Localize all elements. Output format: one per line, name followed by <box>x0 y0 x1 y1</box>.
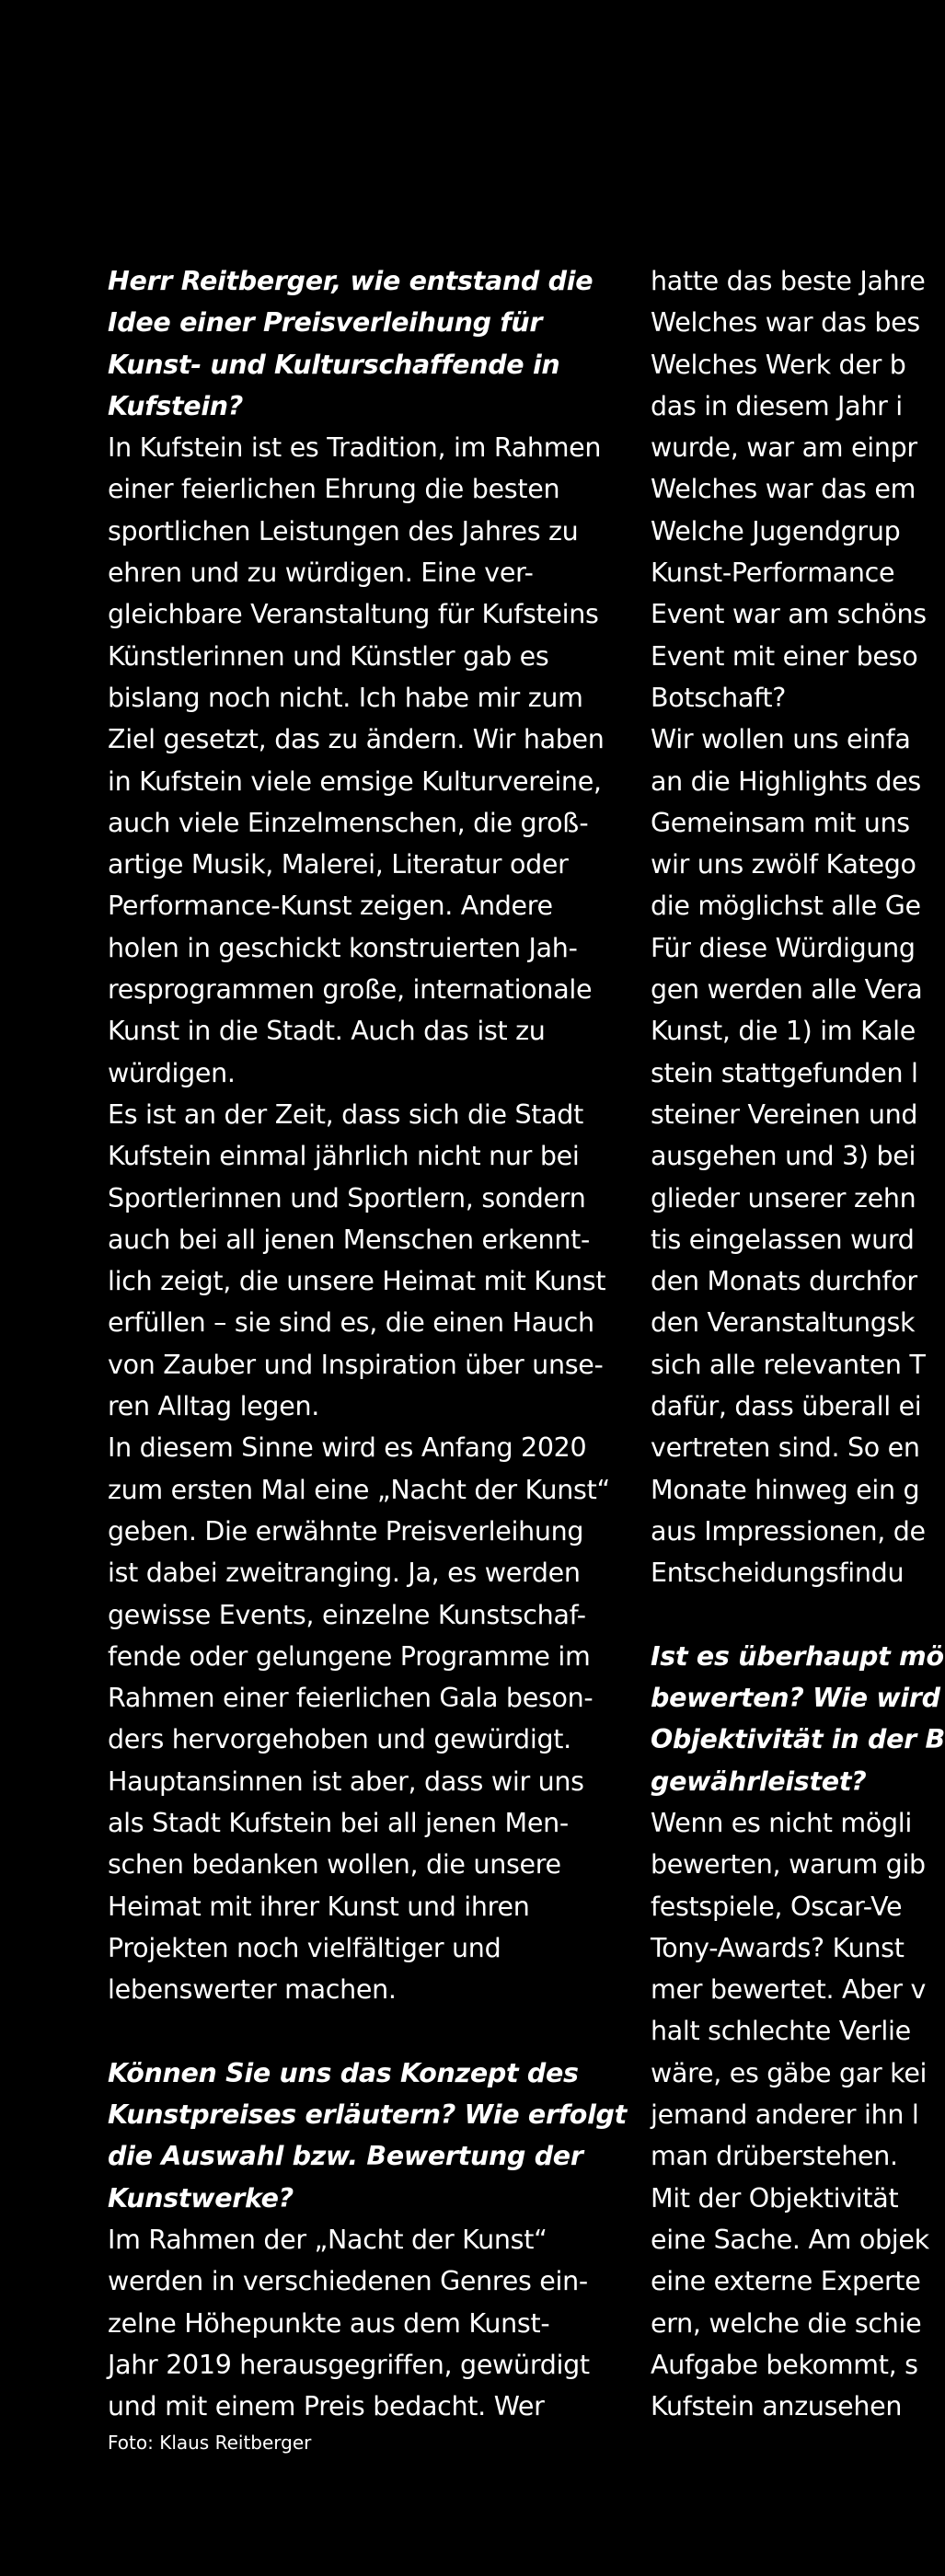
answer-line: und mit einem Preis bedacht. Wer <box>108 2391 545 2422</box>
answer-line: Tony-Awards? Kunst <box>651 1932 905 1963</box>
answer-line: hatte das beste Jahre <box>651 266 926 296</box>
answer-line: Projekten noch vielfältiger und <box>108 1932 501 1963</box>
answer-line: aus Impressionen, de <box>651 1515 926 1547</box>
answer-line: wäre, es gäbe gar kei <box>651 2057 928 2088</box>
answer-line: sportlichen Leistungen des Jahres zu <box>108 515 579 546</box>
answer-line: Welches Werk der b <box>651 349 906 380</box>
answer-line: Kunst-Performance <box>651 558 895 589</box>
answer-line: Welche Jugendgrup <box>651 515 901 546</box>
answer-line: resprogrammen große, internationale <box>108 974 593 1006</box>
answer-line: bewerten, warum gib <box>651 1849 926 1880</box>
answer-line: den Veranstaltungsk <box>651 1307 916 1339</box>
answer-line: Wir wollen uns einfa <box>651 724 911 755</box>
answer-line: Kufstein anzusehen <box>651 2391 903 2422</box>
answer-line: den Monats durchfor <box>651 1266 917 1297</box>
answer-line: schen bedanken wollen, die unsere <box>108 1849 561 1880</box>
answer-line: glieder unserer zehn <box>651 1182 916 1213</box>
answer-line: gleichbare Veranstaltung für Kufsteins <box>108 599 599 630</box>
answer-line: ren Alltag legen. <box>108 1391 319 1422</box>
answer-line: man drüberstehen. <box>651 2141 898 2172</box>
paragraph-gap <box>108 2010 618 2052</box>
answer-line: Sportlerinnen und Sportlern, sondern <box>108 1182 586 1213</box>
answer-line: Event mit einer beso <box>651 640 918 672</box>
answer-line: Welches war das em <box>651 474 916 505</box>
question-line: Kunst- und Kulturschaffende in <box>108 349 560 380</box>
answer-line: ders hervorgehoben und gewürdigt. <box>108 1724 571 1755</box>
answer-line: gen werden alle Vera <box>651 974 923 1006</box>
answer-line: festspiele, Oscar-Ve <box>651 1891 903 1922</box>
article-column-right <box>651 260 945 2427</box>
answer-line: eine externe Experte <box>651 2266 921 2297</box>
answer-line: Es ist an der Zeit, dass sich die Stadt <box>108 1098 583 1130</box>
answer-line: wir uns zwölf Katego <box>651 849 916 880</box>
question-line: die Auswahl bzw. Bewertung der <box>108 2141 583 2172</box>
answer-line: Kunst in die Stadt. Auch das ist zu <box>108 1016 546 1047</box>
answer-line: Performance-Kunst zeigen. Andere <box>108 891 553 922</box>
answer-line: werden in verschiedenen Genres ein- <box>108 2266 588 2297</box>
answer-line: Mit der Objektivität <box>651 2182 899 2214</box>
answer-line: Kufstein einmal jährlich nicht nur bei <box>108 1141 580 1172</box>
answer-line: Ziel gesetzt, das zu ändern. Wir haben <box>108 724 605 755</box>
answer-line: würdigen. <box>108 1057 236 1088</box>
question-line: Herr Reitberger, wie entstand die <box>108 266 594 296</box>
question-line: Idee einer Preisverleihung für <box>108 307 543 339</box>
answer-line: ist dabei zweitranging. Ja, es werden <box>108 1558 581 1589</box>
answer-line: halt schlechte Verlie <box>651 2016 911 2047</box>
answer-line: Aufgabe bekommt, s <box>651 2349 918 2380</box>
photo-credit: Foto: Klaus Reitberger <box>108 2432 312 2454</box>
answer-line: Welches war das bes <box>651 307 920 339</box>
answer-line: zum ersten Mal eine „Nacht der Kunst“ <box>108 1474 610 1505</box>
answer-line: als Stadt Kufstein bei all jenen Men- <box>108 1807 569 1838</box>
answer-line: Jahr 2019 herausgegriffen, gewürdigt <box>108 2349 590 2380</box>
answer-line: lich zeigt, die unsere Heimat mit Kunst <box>108 1266 606 1297</box>
question-line: Kufstein? <box>108 390 244 421</box>
answer-line: an die Highlights des <box>651 765 921 797</box>
answer-line: einer feierlichen Ehrung die besten <box>108 474 560 505</box>
answer-line: lebenswerter machen. <box>108 1974 397 2006</box>
answer-line: ehren und zu würdigen. Eine ver- <box>108 558 534 589</box>
answer-line: geben. Die erwähnte Preisverleihung <box>108 1515 584 1547</box>
answer-line: wurde, war am einpr <box>651 432 917 464</box>
answer-line: Entscheidungsfindu <box>651 1558 905 1589</box>
answer-line: In diesem Sinne wird es Anfang 2020 <box>108 1432 587 1464</box>
answer-line: eine Sache. Am objek <box>651 2224 929 2255</box>
answer-line: Künstlerinnen und Künstler gab es <box>108 640 549 672</box>
answer-line: jemand anderer ihn l <box>651 2099 919 2131</box>
answer-line: auch viele Einzelmenschen, die groß- <box>108 807 589 838</box>
answer-line: stein stattgefunden l <box>651 1057 918 1088</box>
question-line: bewerten? Wie wird <box>651 1683 940 1714</box>
answer-line: In Kufstein ist es Tradition, im Rahmen <box>108 432 602 464</box>
question-line: Objektivität in der B <box>651 1724 945 1755</box>
answer-line: ausgehen und 3) bei <box>651 1141 916 1172</box>
answer-line: Event war am schöns <box>651 599 927 630</box>
answer-line: Gemeinsam mit uns <box>651 807 910 838</box>
answer-line: vertreten sind. So en <box>651 1432 920 1464</box>
question-line: Kunstwerke? <box>108 2182 294 2214</box>
answer-line: fende oder gelungene Programme im <box>108 1640 591 1672</box>
answer-line: mer bewertet. Aber v <box>651 1974 927 2006</box>
answer-line: auch bei all jenen Menschen erkennt- <box>108 1224 590 1255</box>
answer-line: holen in geschickt konstruierten Jah- <box>108 932 578 963</box>
answer-line: Rahmen einer feierlichen Gala beson- <box>108 1683 594 1714</box>
answer-line: dafür, dass überall ei <box>651 1391 922 1422</box>
paragraph-gap <box>651 1594 913 1636</box>
answer-line: erfüllen – sie sind es, die einen Hauch <box>108 1307 594 1339</box>
question-line: Können Sie uns das Konzept des <box>108 2057 579 2088</box>
question-line: gewährleistet? <box>651 1765 867 1797</box>
answer-line: Kunst, die 1) im Kale <box>651 1016 916 1047</box>
answer-line: das in diesem Jahr i <box>651 390 903 421</box>
answer-line: von Zauber und Inspiration über unse- <box>108 1349 604 1380</box>
question-line: Kunstpreises erläutern? Wie erfolgt <box>108 2099 627 2131</box>
answer-line: bislang noch nicht. Ich habe mir zum <box>108 682 583 713</box>
answer-line: Im Rahmen der „Nacht der Kunst“ <box>108 2224 547 2255</box>
answer-line: steiner Vereinen und <box>651 1098 918 1130</box>
answer-line: die möglichst alle Ge <box>651 891 921 922</box>
answer-line: sich alle relevanten T <box>651 1349 926 1380</box>
answer-line: zelne Höhepunkte aus dem Kunst- <box>108 2307 550 2339</box>
answer-line: Monate hinweg ein g <box>651 1474 920 1505</box>
answer-line: Hauptansinnen ist aber, dass wir uns <box>108 1765 584 1797</box>
answer-line: ern, welche die schie <box>651 2307 922 2339</box>
answer-line: gewisse Events, einzelne Kunstschaf- <box>108 1599 586 1630</box>
answer-line: Botschaft? <box>651 682 787 713</box>
answer-line: artige Musik, Malerei, Literatur oder <box>108 849 569 880</box>
answer-line: Wenn es nicht mögli <box>651 1807 913 1838</box>
answer-line: in Kufstein viele emsige Kulturvereine, <box>108 765 602 797</box>
article-column-left <box>108 260 627 2427</box>
answer-line: Für diese Würdigung <box>651 932 916 963</box>
answer-line: tis eingelassen wurd <box>651 1224 915 1255</box>
answer-line: Heimat mit ihrer Kunst und ihren <box>108 1891 530 1922</box>
question-line: Ist es überhaupt mö <box>651 1640 944 1672</box>
